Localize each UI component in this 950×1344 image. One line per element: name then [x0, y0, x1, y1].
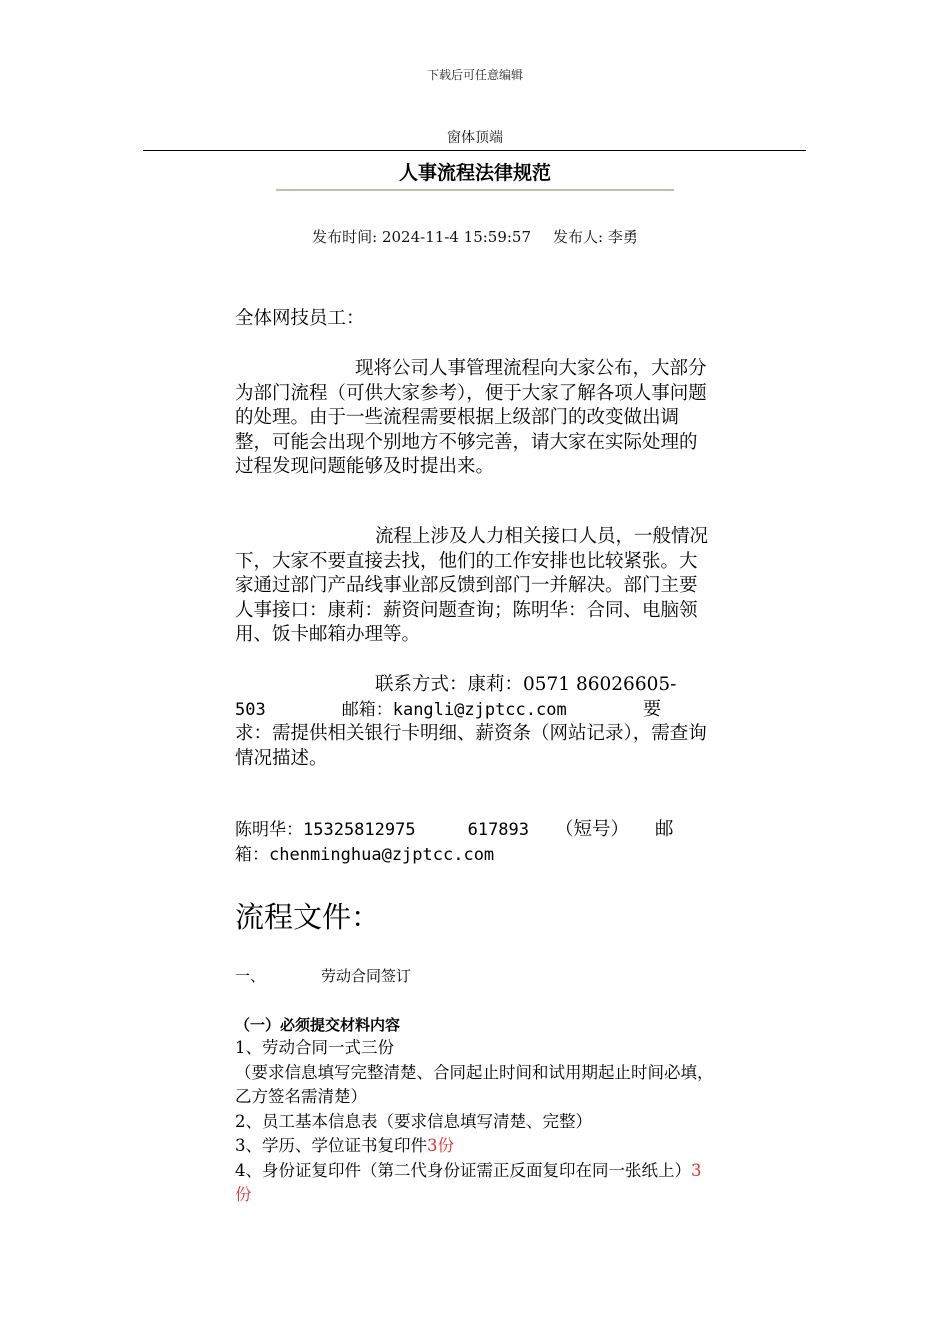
paragraph-intro — [235, 357, 715, 480]
list-item — [235, 1159, 715, 1208]
kangli-requirements: 求：需提供相关银行卡明细、薪资条（网站记录），需查询情况描述。 — [235, 723, 707, 769]
publish-meta — [0, 226, 950, 247]
form-top-label: 窗体顶端 — [447, 130, 503, 146]
chen-email-start: 邮 — [655, 819, 674, 840]
list-item: 2、员工基本信息表（要求信息填写清楚、完整） — [235, 1111, 592, 1131]
chen-short-number: 617893 — [467, 820, 530, 840]
kangli-email: 邮箱：kangli@zjptcc.com — [341, 699, 567, 720]
chen-email: 箱：chenminghua@zjptcc.com — [235, 844, 495, 865]
paragraph-contacts-rest: 般情况下，大家不要直接去找，他们的工作安排也比较紧张。大家通过部门产品线事业部反馈到部门一并解决。部门主要人事接口：康莉：薪资问题查询；陈明华：合同、电脑领用、饭卡邮箱办理等。 — [235, 526, 709, 645]
paragraph-intro-rest: 大部分为部门流程（可供大家参考），便于大家了解各项人事问题的处理。由于一些流程需要根据上级部门的改变做出调整，可能会出现个别地方不够完善，请大家在实际处理的过程发现问题能够及时提出来。 — [235, 358, 707, 477]
paragraph-chenminghua — [235, 818, 715, 867]
greeting: 全体网技员工： — [235, 308, 365, 329]
publish-time: 发布时间: 2024-11-4 15:59:57 — [312, 228, 532, 246]
chen-short-label: （短号） — [555, 819, 630, 840]
list-item-text: 3、学历、学位证书复印件 — [235, 1136, 427, 1155]
paragraph-contacts-first: 流程上涉及人力相关接口人员，一 — [375, 526, 653, 547]
sub-section-title: （一）必须提交材料内容 — [235, 1016, 401, 1034]
copy-count: 3份 — [235, 1160, 702, 1204]
page-title: 人事流程法律规范 — [398, 162, 551, 184]
kangli-phone: 联系方式：康莉：0571 86026605- — [375, 674, 677, 695]
section-one-label: 劳动合同签订 — [321, 967, 412, 985]
kangli-ext: 503 — [235, 699, 266, 720]
list-item-text: 4、身份证复印件（第二代身份证需正反面复印在同一张纸上） — [235, 1160, 691, 1180]
kangli-req-start: 要 — [642, 698, 662, 720]
top-divider — [143, 150, 806, 151]
list-item — [235, 1134, 715, 1159]
title-underline — [276, 189, 674, 191]
list-item-note: （要求信息填写完整清楚、合同起止时间和试用期起止时间必填，乙方签名需清楚） — [235, 1062, 714, 1106]
flow-heading: 流程文件： — [235, 900, 381, 934]
materials-list — [235, 1036, 715, 1208]
header-note: 下载后可任意编辑 — [426, 68, 523, 82]
publisher: 发布人: 李勇 — [553, 228, 638, 246]
chen-phone: 陈明华：15325812975 — [235, 820, 416, 840]
section-one-heading — [235, 965, 411, 986]
copy-count: 3份 — [427, 1136, 454, 1155]
paragraph-kangli — [235, 673, 715, 771]
paragraph-contacts — [235, 525, 715, 648]
paragraph-intro-first: 现将公司人事管理流程向大家公布， — [355, 358, 652, 379]
section-one-number: 一、 — [235, 967, 266, 985]
list-item: 1、劳动合同一式三份 — [235, 1038, 394, 1057]
